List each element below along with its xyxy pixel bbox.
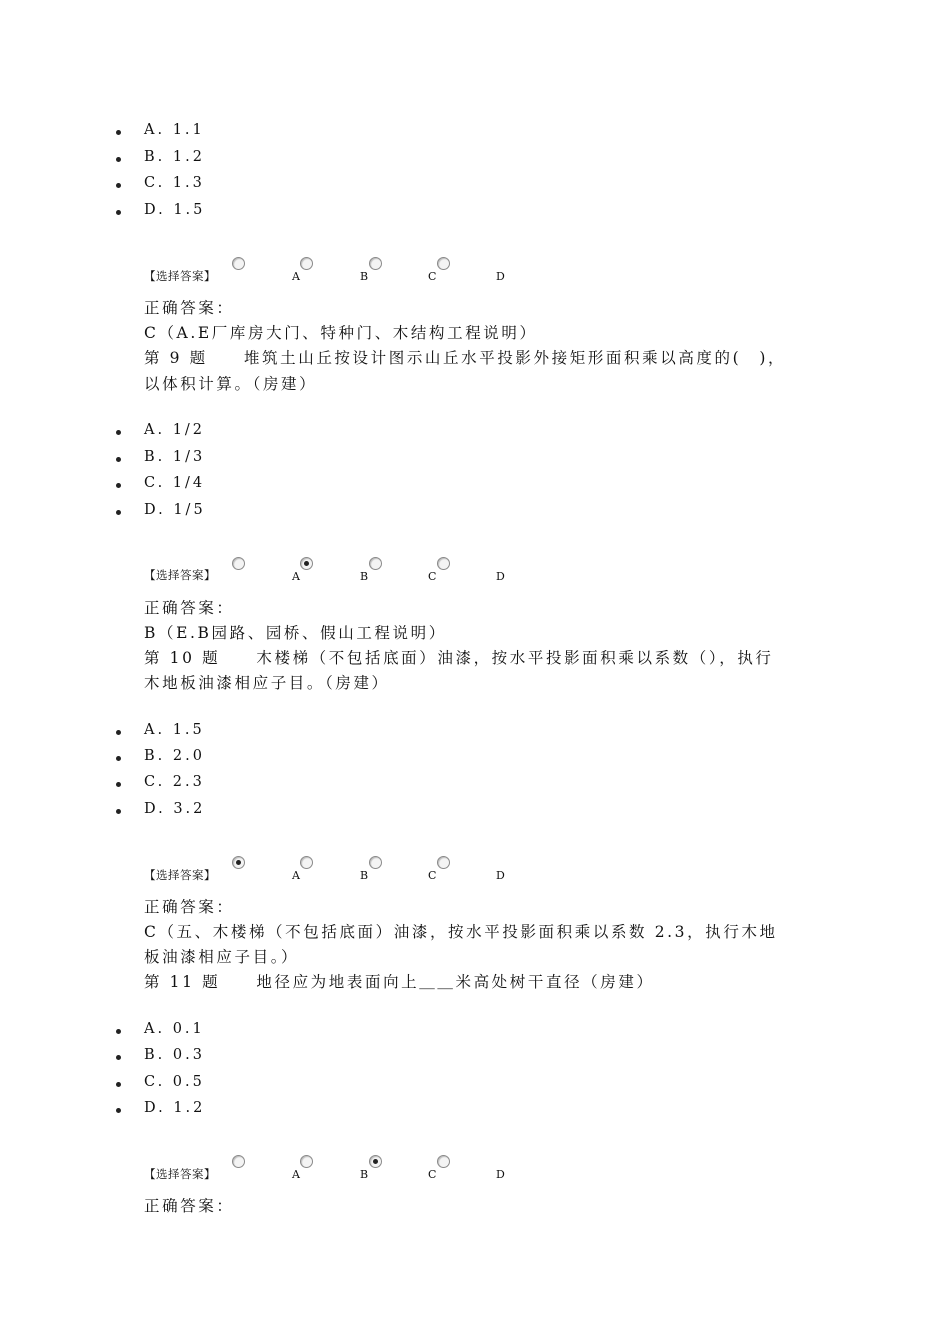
- option-c: C. 0.5: [144, 1074, 205, 1090]
- radio-label-c: C: [428, 869, 437, 882]
- radio-label-b: B: [360, 869, 369, 882]
- correct-answer-label: 正确答案：: [144, 599, 235, 617]
- radio-a[interactable]: [300, 257, 313, 270]
- list-bullet: [116, 782, 121, 787]
- option-c: C. 1.3: [144, 175, 205, 191]
- radio-label-c: C: [428, 270, 437, 283]
- correct-answer-text-cont: 板油漆相应子目。）: [144, 948, 300, 966]
- radio-b[interactable]: [369, 557, 382, 570]
- select-answer-label: 【选择答案】: [144, 568, 216, 582]
- correct-answer-label: 正确答案：: [144, 898, 235, 916]
- radio-b[interactable]: [369, 1155, 382, 1168]
- radio-label-d: D: [496, 1168, 505, 1181]
- radio-a[interactable]: [300, 1155, 313, 1168]
- radio-label-a: A: [292, 869, 300, 882]
- list-bullet: [116, 457, 121, 462]
- radio-a[interactable]: [300, 856, 313, 869]
- option-a: A. 1.5: [144, 722, 205, 738]
- option-d: D. 1.2: [144, 1100, 206, 1116]
- option-b: B. 0.3: [144, 1047, 205, 1063]
- list-bullet: [116, 1082, 121, 1087]
- radio-b[interactable]: [369, 856, 382, 869]
- radio-label-a: A: [292, 270, 300, 283]
- select-answer-label: 【选择答案】: [144, 1167, 216, 1181]
- list-bullet: [116, 430, 121, 435]
- list-bullet: [116, 809, 121, 814]
- radio-unlabeled[interactable]: [232, 257, 245, 270]
- radio-c[interactable]: [437, 557, 450, 570]
- option-b: B. 2.0: [144, 748, 205, 764]
- radio-c[interactable]: [437, 856, 450, 869]
- radio-unlabeled[interactable]: [232, 557, 245, 570]
- list-bullet: [116, 210, 121, 215]
- radio-unlabeled[interactable]: [232, 856, 245, 869]
- question-10-title-cont: 木地板油漆相应子目。（房建）: [144, 674, 390, 692]
- option-c: C. 1/4: [144, 475, 206, 491]
- radio-label-c: C: [428, 1168, 437, 1181]
- question-10-title: 第 10 题 木楼梯（不包括底面）油漆，按水平投影面积乘以系数（），执行: [144, 649, 774, 667]
- option-b: B. 1.2: [144, 149, 205, 165]
- list-bullet: [116, 1029, 121, 1034]
- radio-label-d: D: [496, 570, 505, 583]
- option-d: D. 3.2: [144, 801, 206, 817]
- radio-unlabeled[interactable]: [232, 1155, 245, 1168]
- radio-label-a: A: [292, 570, 300, 583]
- list-bullet: [116, 130, 121, 135]
- list-bullet: [116, 483, 121, 488]
- option-a: A. 1/2: [144, 422, 206, 438]
- radio-c[interactable]: [437, 1155, 450, 1168]
- radio-label-d: D: [496, 270, 505, 283]
- correct-answer-text: C（五、木楼梯（不包括底面）油漆，按水平投影面积乘以系数 2.3，执行木地: [144, 923, 778, 941]
- radio-label-a: A: [292, 1168, 300, 1181]
- select-answer-label: 【选择答案】: [144, 269, 216, 283]
- option-a: A. 0.1: [144, 1021, 205, 1037]
- radio-label-d: D: [496, 869, 505, 882]
- radio-b[interactable]: [369, 257, 382, 270]
- radio-c[interactable]: [437, 257, 450, 270]
- select-answer-label: 【选择答案】: [144, 868, 216, 882]
- question-9-title-cont: 以体积计算。（房建）: [144, 375, 318, 393]
- correct-answer-text: B（E.B园路、园桥、假山工程说明）: [144, 624, 447, 642]
- option-a: A. 1.1: [144, 122, 205, 138]
- radio-label-b: B: [360, 570, 369, 583]
- option-c: C. 2.3: [144, 774, 205, 790]
- list-bullet: [116, 510, 121, 515]
- question-9-title: 第 9 题 堆筑土山丘按设计图示山丘水平投影外接矩形面积乘以高度的( )，: [144, 349, 787, 367]
- radio-label-b: B: [360, 1168, 369, 1181]
- option-d: D. 1/5: [144, 502, 206, 518]
- list-bullet: [116, 1108, 121, 1113]
- list-bullet: [116, 1055, 121, 1060]
- option-d: D. 1.5: [144, 202, 206, 218]
- list-bullet: [116, 730, 121, 735]
- list-bullet: [116, 183, 121, 188]
- radio-label-b: B: [360, 270, 369, 283]
- radio-a[interactable]: [300, 557, 313, 570]
- list-bullet: [116, 157, 121, 162]
- list-bullet: [116, 756, 121, 761]
- radio-label-c: C: [428, 570, 437, 583]
- correct-answer-label: 正确答案：: [144, 299, 235, 317]
- correct-answer-label: 正确答案：: [144, 1197, 235, 1215]
- correct-answer-text: C（A.E厂库房大门、特种门、木结构工程说明）: [144, 324, 538, 342]
- question-11-title: 第 11 题 地径应为地表面向上＿＿米高处树干直径（房建）: [144, 973, 655, 991]
- option-b: B. 1/3: [144, 449, 206, 465]
